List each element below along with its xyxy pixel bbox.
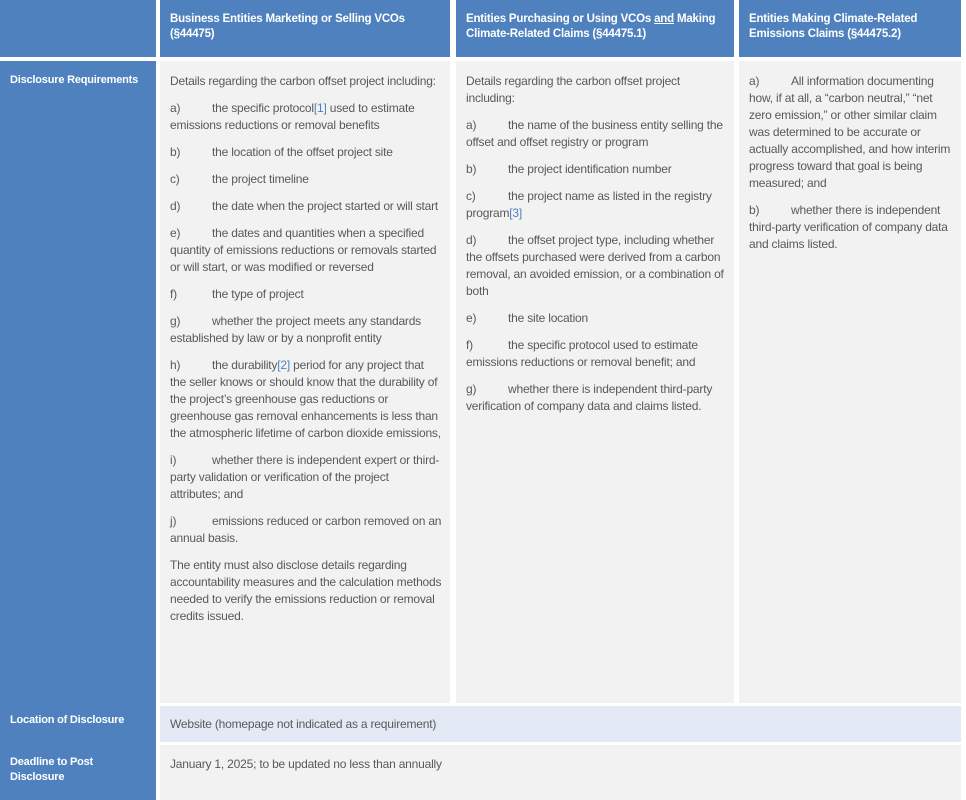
text-segment: Entities Purchasing or Using VCOs [466, 13, 655, 25]
footnote-ref[interactable]: [3] [509, 206, 523, 220]
footnote-ref[interactable]: [2] [277, 358, 290, 372]
text-segment: the name of the business entity selling the offset and offset registry or program [466, 118, 723, 149]
paragraph [466, 117, 726, 151]
list-item-label: h) [170, 358, 181, 372]
list-item-label: g) [170, 314, 181, 328]
column-header-emissions-claims [739, 0, 961, 57]
paragraph [466, 73, 726, 107]
text-segment: the type of project [212, 287, 304, 301]
paragraph [170, 225, 442, 276]
text-segment: Entities Making Climate-Related Emissions Claims (§44475.2) [749, 13, 918, 40]
paragraph [170, 452, 442, 503]
text-segment: whether there is independent expert or third-party validation or verification of the project attributes; and [170, 453, 440, 501]
list-item-label: a) [466, 118, 477, 132]
row-label-disclosure-requirements: Disclosure Requirements [10, 74, 139, 86]
list-item-label: c) [170, 172, 180, 186]
text-segment: The entity must also disclose details regarding accountability measures and the calculation methods needed to verify the emissions reduction or removal credits issued. [170, 558, 442, 623]
column-header-purchasing-using [456, 0, 734, 57]
location-of-disclosure-cell [160, 706, 961, 742]
text-segment: the site location [508, 311, 588, 325]
paragraph [170, 171, 442, 188]
paragraph [170, 557, 442, 625]
underlined-text: and [654, 13, 674, 25]
text-segment: the date when the project started or will start [212, 199, 439, 213]
list-item-label: d) [466, 233, 477, 247]
text-segment: whether there is independent third-party verification of company data and claims listed. [749, 203, 948, 251]
list-item-label: a) [749, 74, 760, 88]
text-segment: Details regarding the carbon offset project including: [170, 74, 436, 88]
text-segment: the durability [212, 358, 278, 372]
paragraph [749, 73, 953, 192]
list-item-label: b) [749, 203, 760, 217]
deadline-to-post-value: January 1, 2025; to be updated no less than annually [170, 757, 442, 771]
text-segment: the project identification number [508, 162, 672, 176]
list-item-label: f) [466, 338, 473, 352]
list-item-label: b) [466, 162, 477, 176]
deadline-to-post-cell [160, 745, 961, 800]
list-item-label: j) [170, 514, 177, 528]
text-segment: Business Entities Marketing or Selling VCOs (§44475) [170, 13, 405, 40]
list-item-label: c) [466, 189, 476, 203]
text-segment: the specific protocol [212, 101, 314, 115]
corner-header-cell [0, 0, 156, 57]
text-segment: whether there is independent third-party verification of company data and claims listed. [466, 382, 713, 413]
list-item-label: a) [170, 101, 181, 115]
row-label-column [0, 61, 156, 800]
text-segment: used to estimate emissions reductions or removal benefits [170, 101, 415, 132]
paragraph [170, 313, 442, 347]
disclosure-requirements-claims-cell [739, 61, 961, 703]
list-item-label: f) [170, 287, 177, 301]
row-label-location-of-disclosure: Location of Disclosure [10, 714, 125, 726]
disclosure-requirements-selling-cell [160, 61, 450, 703]
paragraph [466, 161, 726, 178]
list-item-label: b) [170, 145, 181, 159]
paragraph [170, 144, 442, 161]
list-item-label: e) [466, 311, 477, 325]
paragraph [170, 513, 442, 547]
paragraph [466, 188, 726, 222]
text-segment: the location of the offset project site [212, 145, 393, 159]
paragraph [170, 100, 442, 134]
paragraph [749, 202, 953, 253]
text-segment: the specific protocol used to estimate emissions reductions or removal benefit; and [466, 338, 698, 369]
paragraph [170, 73, 442, 90]
paragraph [170, 198, 442, 215]
text-segment: Making Climate-Related Claims (§44475.1) [466, 13, 716, 40]
paragraph [466, 310, 726, 327]
disclosure-requirements-purchasing-cell [456, 61, 734, 703]
paragraph [170, 286, 442, 303]
text-segment: All information documenting how, if at all, a “carbon neutral,” “net zero emission,” or other similar claim was determined to be accurate or actually accomplished, and how interim progress toward that goal is being measured; and [749, 74, 951, 190]
paragraph [466, 337, 726, 371]
text-segment: emissions reduced or carbon removed on an annual basis. [170, 514, 442, 545]
text-segment: period for any project that the seller knows or should know that the durability of the project’s greenhouse gas reductions or greenhouse gas removal enhancements is less than the atmospheric lifetime of carbon dioxide emissions, [170, 358, 441, 440]
location-of-disclosure-value: Website (homepage not indicated as a requirement) [170, 717, 437, 731]
list-item-label: i) [170, 453, 177, 467]
text-segment: the project timeline [212, 172, 309, 186]
paragraph [466, 232, 726, 300]
row-label-deadline-to-post-disclosure: Deadline to Post Disclosure [10, 756, 93, 783]
paragraph [170, 357, 442, 442]
list-item-label: g) [466, 382, 477, 396]
text-segment: whether the project meets any standards established by law or by a nonprofit entity [170, 314, 421, 345]
list-item-label: d) [170, 199, 181, 213]
column-header-marketing-selling [160, 0, 450, 57]
text-segment: the project name as listed in the registry program [466, 189, 712, 220]
text-segment: the offset project type, including whether the offsets purchased were derived from a carbon removal, an avoided emission, or a combination of both [466, 233, 724, 298]
text-segment: Details regarding the carbon offset project including: [466, 74, 680, 105]
text-segment: the dates and quantities when a specified quantity of emissions reductions or removals started or will start, or was modified or reversed [170, 226, 437, 274]
paragraph [466, 381, 726, 415]
list-item-label: e) [170, 226, 181, 240]
footnote-ref[interactable]: [1] [313, 101, 327, 115]
